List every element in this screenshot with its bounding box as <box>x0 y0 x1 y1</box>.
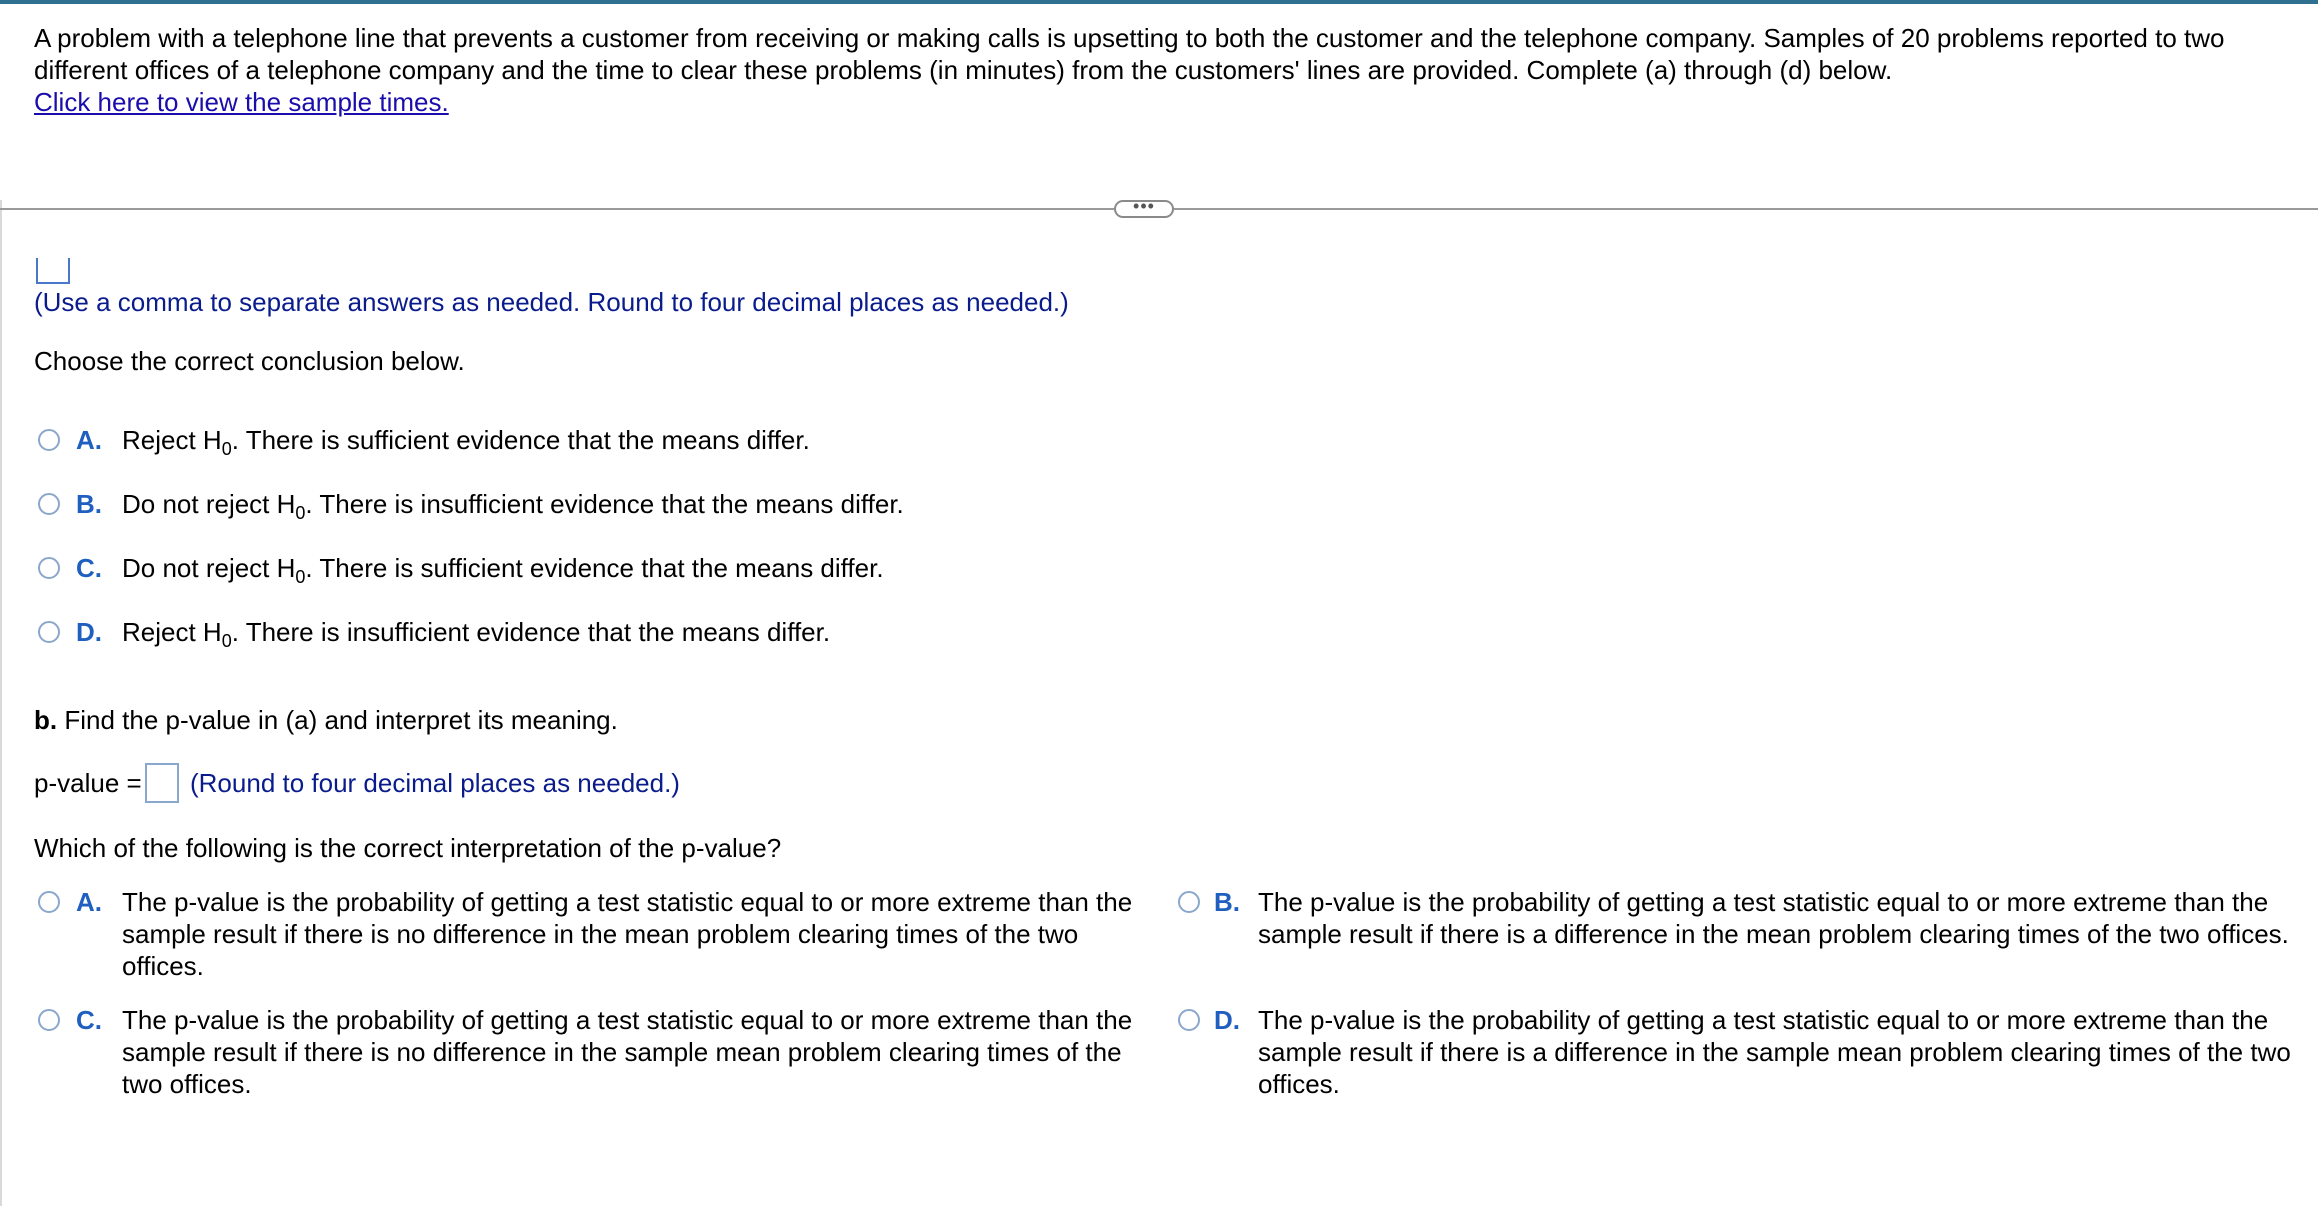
option-letter: A. <box>76 887 102 917</box>
part-a-hint: (Use a comma to separate answers as needed. Round to four decimal places as needed.) <box>34 287 1069 317</box>
radio-c[interactable] <box>38 557 60 579</box>
option-letter: D. <box>76 617 102 647</box>
option-text: The p-value is the probability of getting a test statistic equal to or more extreme than the sample result if there is a difference in the sample mean problem clearing times of the two offices. <box>1258 1005 2291 1099</box>
radio-b[interactable] <box>1178 891 1200 913</box>
radio-d[interactable] <box>1178 1009 1200 1031</box>
pvalue-input[interactable] <box>145 763 179 803</box>
option-text: Do not reject $H_0$. There is sufficient evidence that the means differ. <box>122 553 884 587</box>
top-border <box>0 0 2318 4</box>
option-letter: C. <box>76 1005 102 1035</box>
option-text: Reject $H_0$. There is sufficient evidence that the means differ. <box>122 425 810 459</box>
pvalue-hint: (Round to four decimal places as needed.) <box>190 768 680 798</box>
part-b-option-d[interactable] <box>1170 1004 2300 1104</box>
part-a-option-b[interactable] <box>34 488 1134 522</box>
radio-c[interactable] <box>38 1009 60 1031</box>
part-b-label: b. <box>34 705 58 735</box>
problem-text: A problem with a telephone line that prevents a customer from receiving or making calls is upsetting to both the customer and the telephone company. Samples of 20 problems reported to two different offices of a telephone company and the time to clear these problems (in minutes) from the customers' lines are provided. Complete (a) through (d) below. <box>34 23 2225 85</box>
option-letter: B. <box>76 489 102 519</box>
left-border <box>0 200 2 1206</box>
part-a-option-c[interactable] <box>34 552 1134 586</box>
option-letter: B. <box>1214 887 1240 917</box>
part-b-title: Find the p-value in (a) and interpret its meaning. <box>64 705 618 735</box>
option-text: Reject $H_0$. There is insufficient evidence that the means differ. <box>122 617 831 651</box>
part-b-option-a[interactable] <box>34 886 1144 986</box>
part-a-question: Choose the correct conclusion below. <box>34 346 465 376</box>
radio-a[interactable] <box>38 891 60 913</box>
radio-d[interactable] <box>38 621 60 643</box>
sample-times-link[interactable]: Click here to view the sample times. <box>34 87 449 117</box>
problem-statement <box>34 22 2294 118</box>
part-b-question: Which of the following is the correct interpretation of the p-value? <box>34 833 782 863</box>
part-a-option-a[interactable] <box>34 424 1134 458</box>
option-text: The p-value is the probability of getting a test statistic equal to or more extreme than the sample result if there is no difference in the sample mean problem clearing times of the two offices. <box>122 1005 1133 1099</box>
answer-input-box[interactable] <box>36 258 70 284</box>
part-b-option-b[interactable] <box>1170 886 2300 986</box>
option-letter: C. <box>76 553 102 583</box>
option-letter: A. <box>76 425 102 455</box>
option-letter: D. <box>1214 1005 1240 1035</box>
option-text: Do not reject $H_0$. There is insufficient evidence that the means differ. <box>122 489 904 523</box>
option-text: The p-value is the probability of getting a test statistic equal to or more extreme than the sample result if there is no difference in the mean problem clearing times of the two offices. <box>122 887 1133 981</box>
radio-b[interactable] <box>38 493 60 515</box>
part-a-option-d[interactable] <box>34 616 1134 650</box>
radio-a[interactable] <box>38 429 60 451</box>
part-b-heading <box>34 704 618 736</box>
part-b-option-c[interactable] <box>34 1004 1144 1104</box>
expand-button[interactable]: ••• <box>1114 200 1174 218</box>
pvalue-label: p-value = <box>34 768 142 798</box>
option-text: The p-value is the probability of getting a test statistic equal to or more extreme than the sample result if there is a difference in the mean problem clearing times of the two offices. <box>1258 887 2289 949</box>
